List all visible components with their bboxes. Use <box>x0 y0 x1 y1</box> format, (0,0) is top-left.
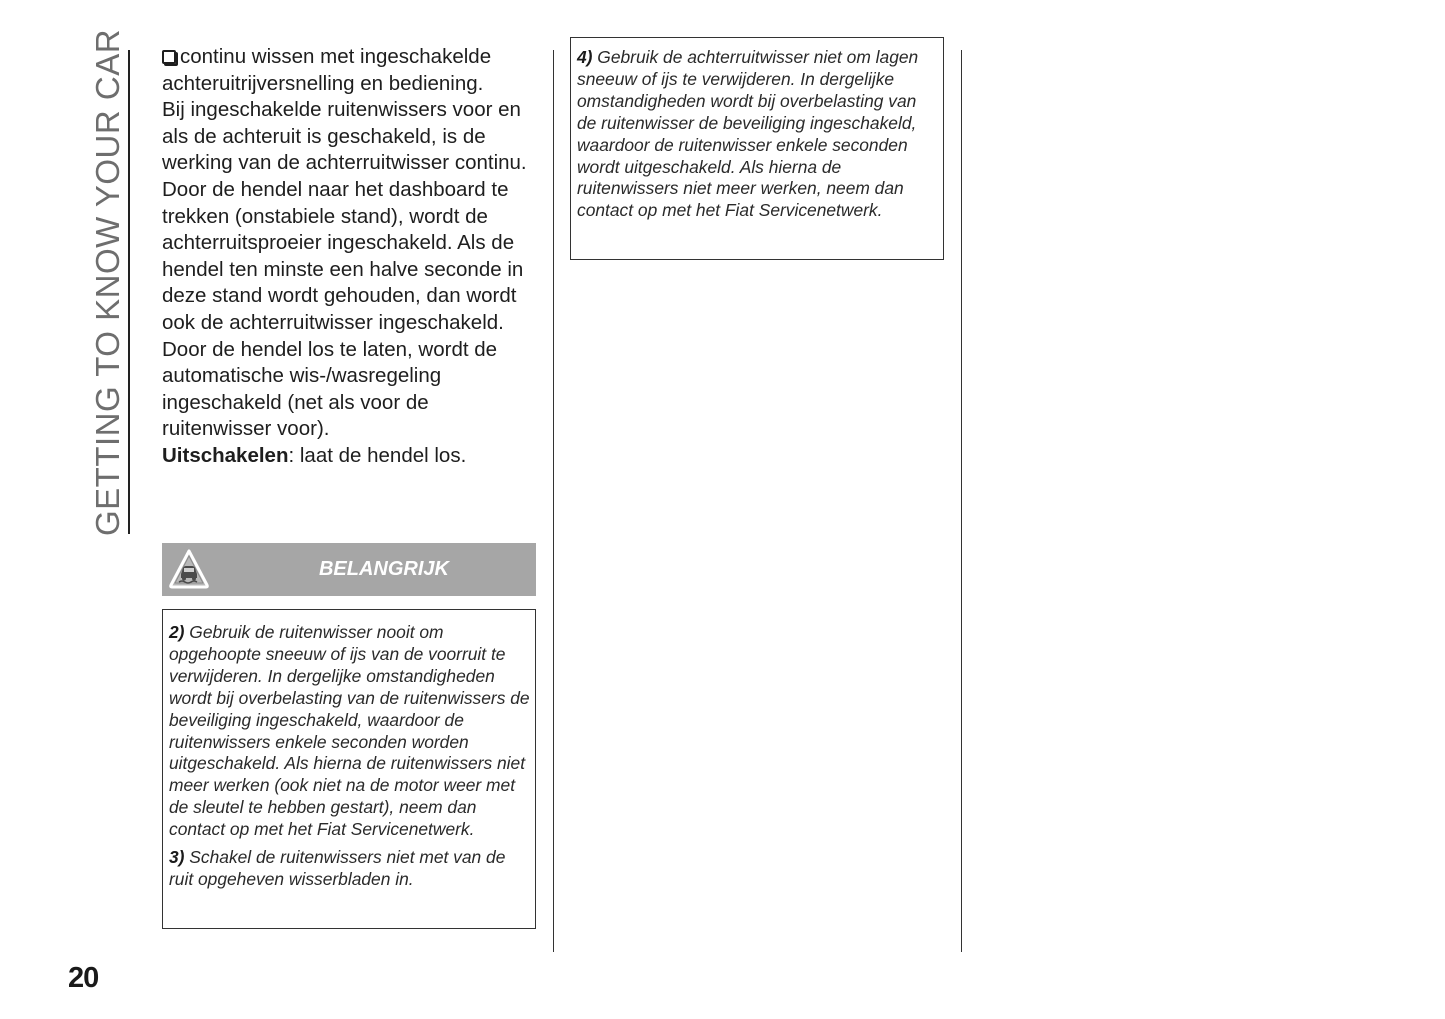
note-item <box>169 622 531 841</box>
page-number: 20 <box>68 962 99 994</box>
body-paragraph: Bij ingeschakelde ruitenwissers voor en als de achteruit is geschakeld, is de werking van de achterruitwisser continu. Door de hendel naar het dashboard te trekken (onstabiele stand), wordt de achterruitsproeier ingeschakeld. Als de hendel ten minste een halve seconde in deze stand wordt gehouden, dan wordt ook de achterruitwisser ingeschakeld. Door de hendel los te laten, wordt de automatische wis-/wasregeling ingeschakeld (net als voor de ruitenwisser voor). <box>162 98 527 441</box>
checkbox-bullet-icon <box>162 50 176 64</box>
chapter-divider <box>128 50 130 534</box>
bullet-paragraph <box>162 44 540 97</box>
main-body-text <box>162 44 540 470</box>
note-number: 3) <box>169 847 185 868</box>
note-text: Gebruik de achterruitwisser niet om lagen sneeuw of ijs te verwijderen. In dergelijke omstandigheden wordt bij overbelasting van de ruitenwisser de beveiliging ingeschakeld, waardoor de ruitenwisser enkele seconden wordt uitgeschakeld. Als hierna de ruitenwissers niet meer werken, neem dan contact op met het Fiat Servicenetwerk. <box>577 47 919 221</box>
note-text: Gebruik de ruitenwisser nooit om opgehoopte sneeuw of ijs van de voorruit te verwijderen. In dergelijke omstandigheden wordt bij overbelasting van de ruitenwissers de beveiliging ingeschakeld, waardoor de ruitenwissers enkele seconden worden uitgeschakeld. Als hierna de ruitenwissers niet meer werken (ook niet na de motor weer met de sleutel te hebben gestart), neem dan contact op met het Fiat Servicenetwerk. <box>169 622 530 840</box>
note-number: 4) <box>577 47 593 67</box>
switch-off-label: Uitschakelen <box>162 443 289 467</box>
note-text: Schakel de ruitenwissers niet met van de ruit opgeheven wisserbladen in. <box>169 847 506 889</box>
note-number: 2) <box>169 622 185 642</box>
switch-off-paragraph <box>162 443 540 470</box>
switch-off-text: : laat de hendel los. <box>288 443 467 467</box>
notes-box-left <box>162 609 536 929</box>
warning-triangle-car-skid-icon <box>168 548 210 590</box>
bullet-text: continu wissen met ingeschakelde achteruitrijversnelling en bediening. <box>162 45 492 95</box>
notes-box-right <box>570 37 944 260</box>
important-header <box>162 543 536 596</box>
chapter-title: GETTING TO KNOW YOUR CAR <box>89 28 126 536</box>
column-divider-left <box>553 50 554 952</box>
important-title: BELANGRIJK <box>318 558 449 580</box>
note-item <box>577 47 939 222</box>
column-divider-right <box>961 50 962 952</box>
note-item <box>169 847 531 891</box>
